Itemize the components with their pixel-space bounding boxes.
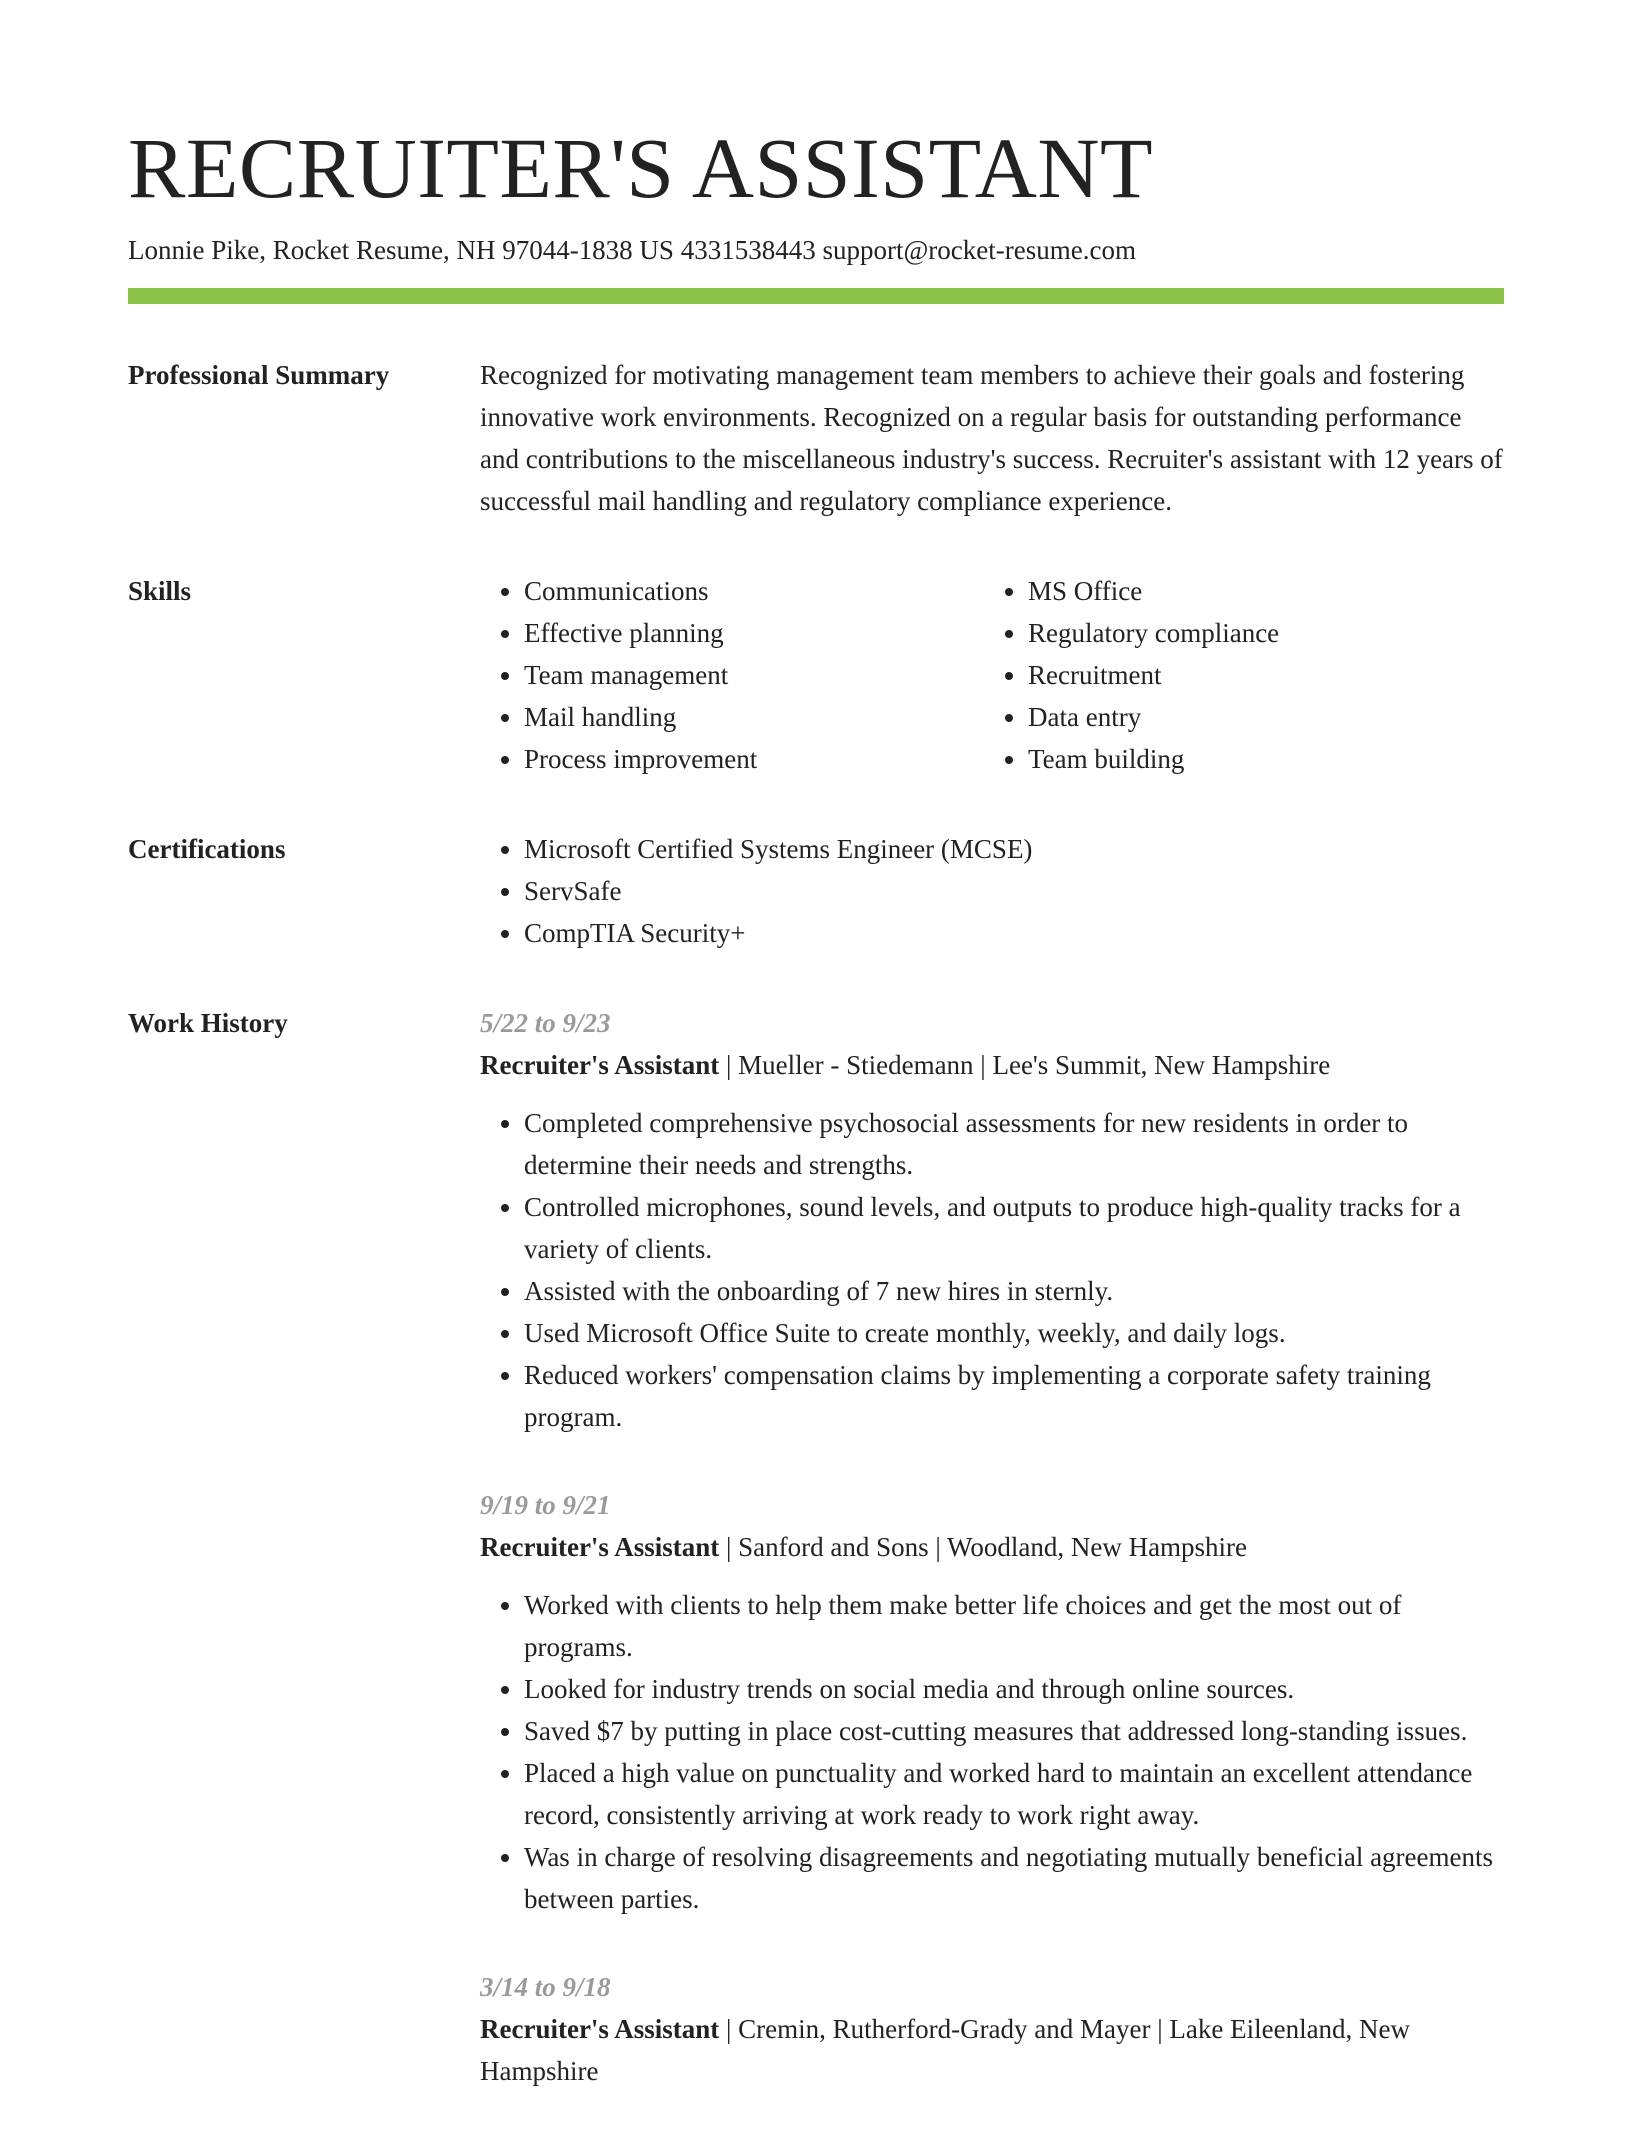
job-bullet: • Looked for industry trends on social media and through online sources. — [524, 1668, 1504, 1710]
certifications-section — [128, 828, 1504, 954]
skill-item: • Team management — [524, 654, 984, 696]
certification-item: • CompTIA Security+ — [524, 912, 1504, 954]
skills-label: Skills — [128, 576, 192, 606]
summary-label: Professional Summary — [128, 360, 390, 390]
certification-item: • ServSafe — [524, 870, 1504, 912]
certification-item: • Microsoft Certified Systems Engineer (MCSE) — [524, 828, 1504, 870]
job-bullet: • Reduced workers' compensation claims by implementing a corporate safety training program. — [524, 1354, 1504, 1438]
work-history-section — [128, 1002, 1504, 2138]
job-entry — [480, 1002, 1504, 1438]
summary-section — [128, 354, 1504, 522]
skills-section — [128, 570, 1504, 780]
skill-item: • Recruitment — [1028, 654, 1504, 696]
skill-item: • Effective planning — [524, 612, 984, 654]
skill-item: • Regulatory compliance — [1028, 612, 1504, 654]
job-title: Recruiter's Assistant — [480, 1050, 720, 1080]
job-bullet: • Assisted with the onboarding of 7 new hires in sternly. — [524, 1270, 1504, 1312]
skills-list-left — [480, 570, 984, 780]
contact-line: Lonnie Pike, Rocket Resume, NH 97044-1838 US 4331538443 support@rocket-resume.com — [128, 235, 1136, 265]
job-bullet: • Completed comprehensive psychosocial assessments for new residents in order to determine their needs and strengths. — [524, 1102, 1504, 1186]
job-bullet: • Used Microsoft Office Suite to create monthly, weekly, and daily logs. — [524, 1312, 1504, 1354]
job-title: Recruiter's Assistant — [480, 1532, 720, 1562]
skill-item: • Data entry — [1028, 696, 1504, 738]
skills-list-right — [984, 570, 1504, 780]
job-bullet: • Controlled microphones, sound levels, and outputs to produce high-quality tracks for a variety of clients. — [524, 1186, 1504, 1270]
skill-item: • Mail handling — [524, 696, 984, 738]
job-bullet: • Saved $7 by putting in place cost-cutting measures that addressed long-standing issues. — [524, 1710, 1504, 1752]
job-title: Recruiter's Assistant — [480, 2014, 720, 2044]
job-details: | Cremin, Rutherford-Grady and Mayer | Lake Eileenland, New Hampshire — [480, 2014, 1411, 2086]
job-heading — [480, 1526, 1504, 1568]
job-bullets — [480, 1584, 1504, 1920]
accent-divider — [128, 288, 1504, 304]
job-bullet: • Was in charge of resolving disagreements and negotiating mutually beneficial agreements between parties. — [524, 1836, 1504, 1920]
skill-item: • Process improvement — [524, 738, 984, 780]
job-details: | Sanford and Sons | Woodland, New Hampshire — [719, 1532, 1248, 1562]
job-dates: 9/19 to 9/21 — [480, 1490, 611, 1520]
work-history-label: Work History — [128, 1008, 288, 1038]
job-bullets — [480, 1102, 1504, 1438]
job-bullet: • Worked with clients to help them make better life choices and get the most out of programs. — [524, 1584, 1504, 1668]
job-bullet: • Placed a high value on punctuality and worked hard to maintain an excellent attendance record, consistently arriving at work ready to work right away. — [524, 1752, 1504, 1836]
job-details: | Mueller - Stiedemann | Lee's Summit, New Hampshire — [719, 1050, 1331, 1080]
job-entry — [480, 1484, 1504, 1920]
skill-item: • MS Office — [1028, 570, 1504, 612]
certifications-list — [480, 828, 1504, 954]
certifications-label: Certifications — [128, 834, 286, 864]
resume-title: RECRUITER'S ASSISTANT — [128, 120, 1153, 216]
job-entry — [480, 1966, 1504, 2092]
skill-item: • Team building — [1028, 738, 1504, 780]
skill-item: • Communications — [524, 570, 984, 612]
job-heading — [480, 1044, 1504, 1086]
job-dates: 3/14 to 9/18 — [480, 1972, 611, 2002]
summary-text: Recognized for motivating management team members to achieve their goals and fostering innovative work environments. Recognized on a regular basis for outstanding performance and contributions to the miscellaneous industry's success. Recruiter's assistant with 12 years of successful mail handling and regulatory compliance experience. — [480, 360, 1503, 516]
job-heading — [480, 2008, 1504, 2092]
job-dates: 5/22 to 9/23 — [480, 1008, 611, 1038]
